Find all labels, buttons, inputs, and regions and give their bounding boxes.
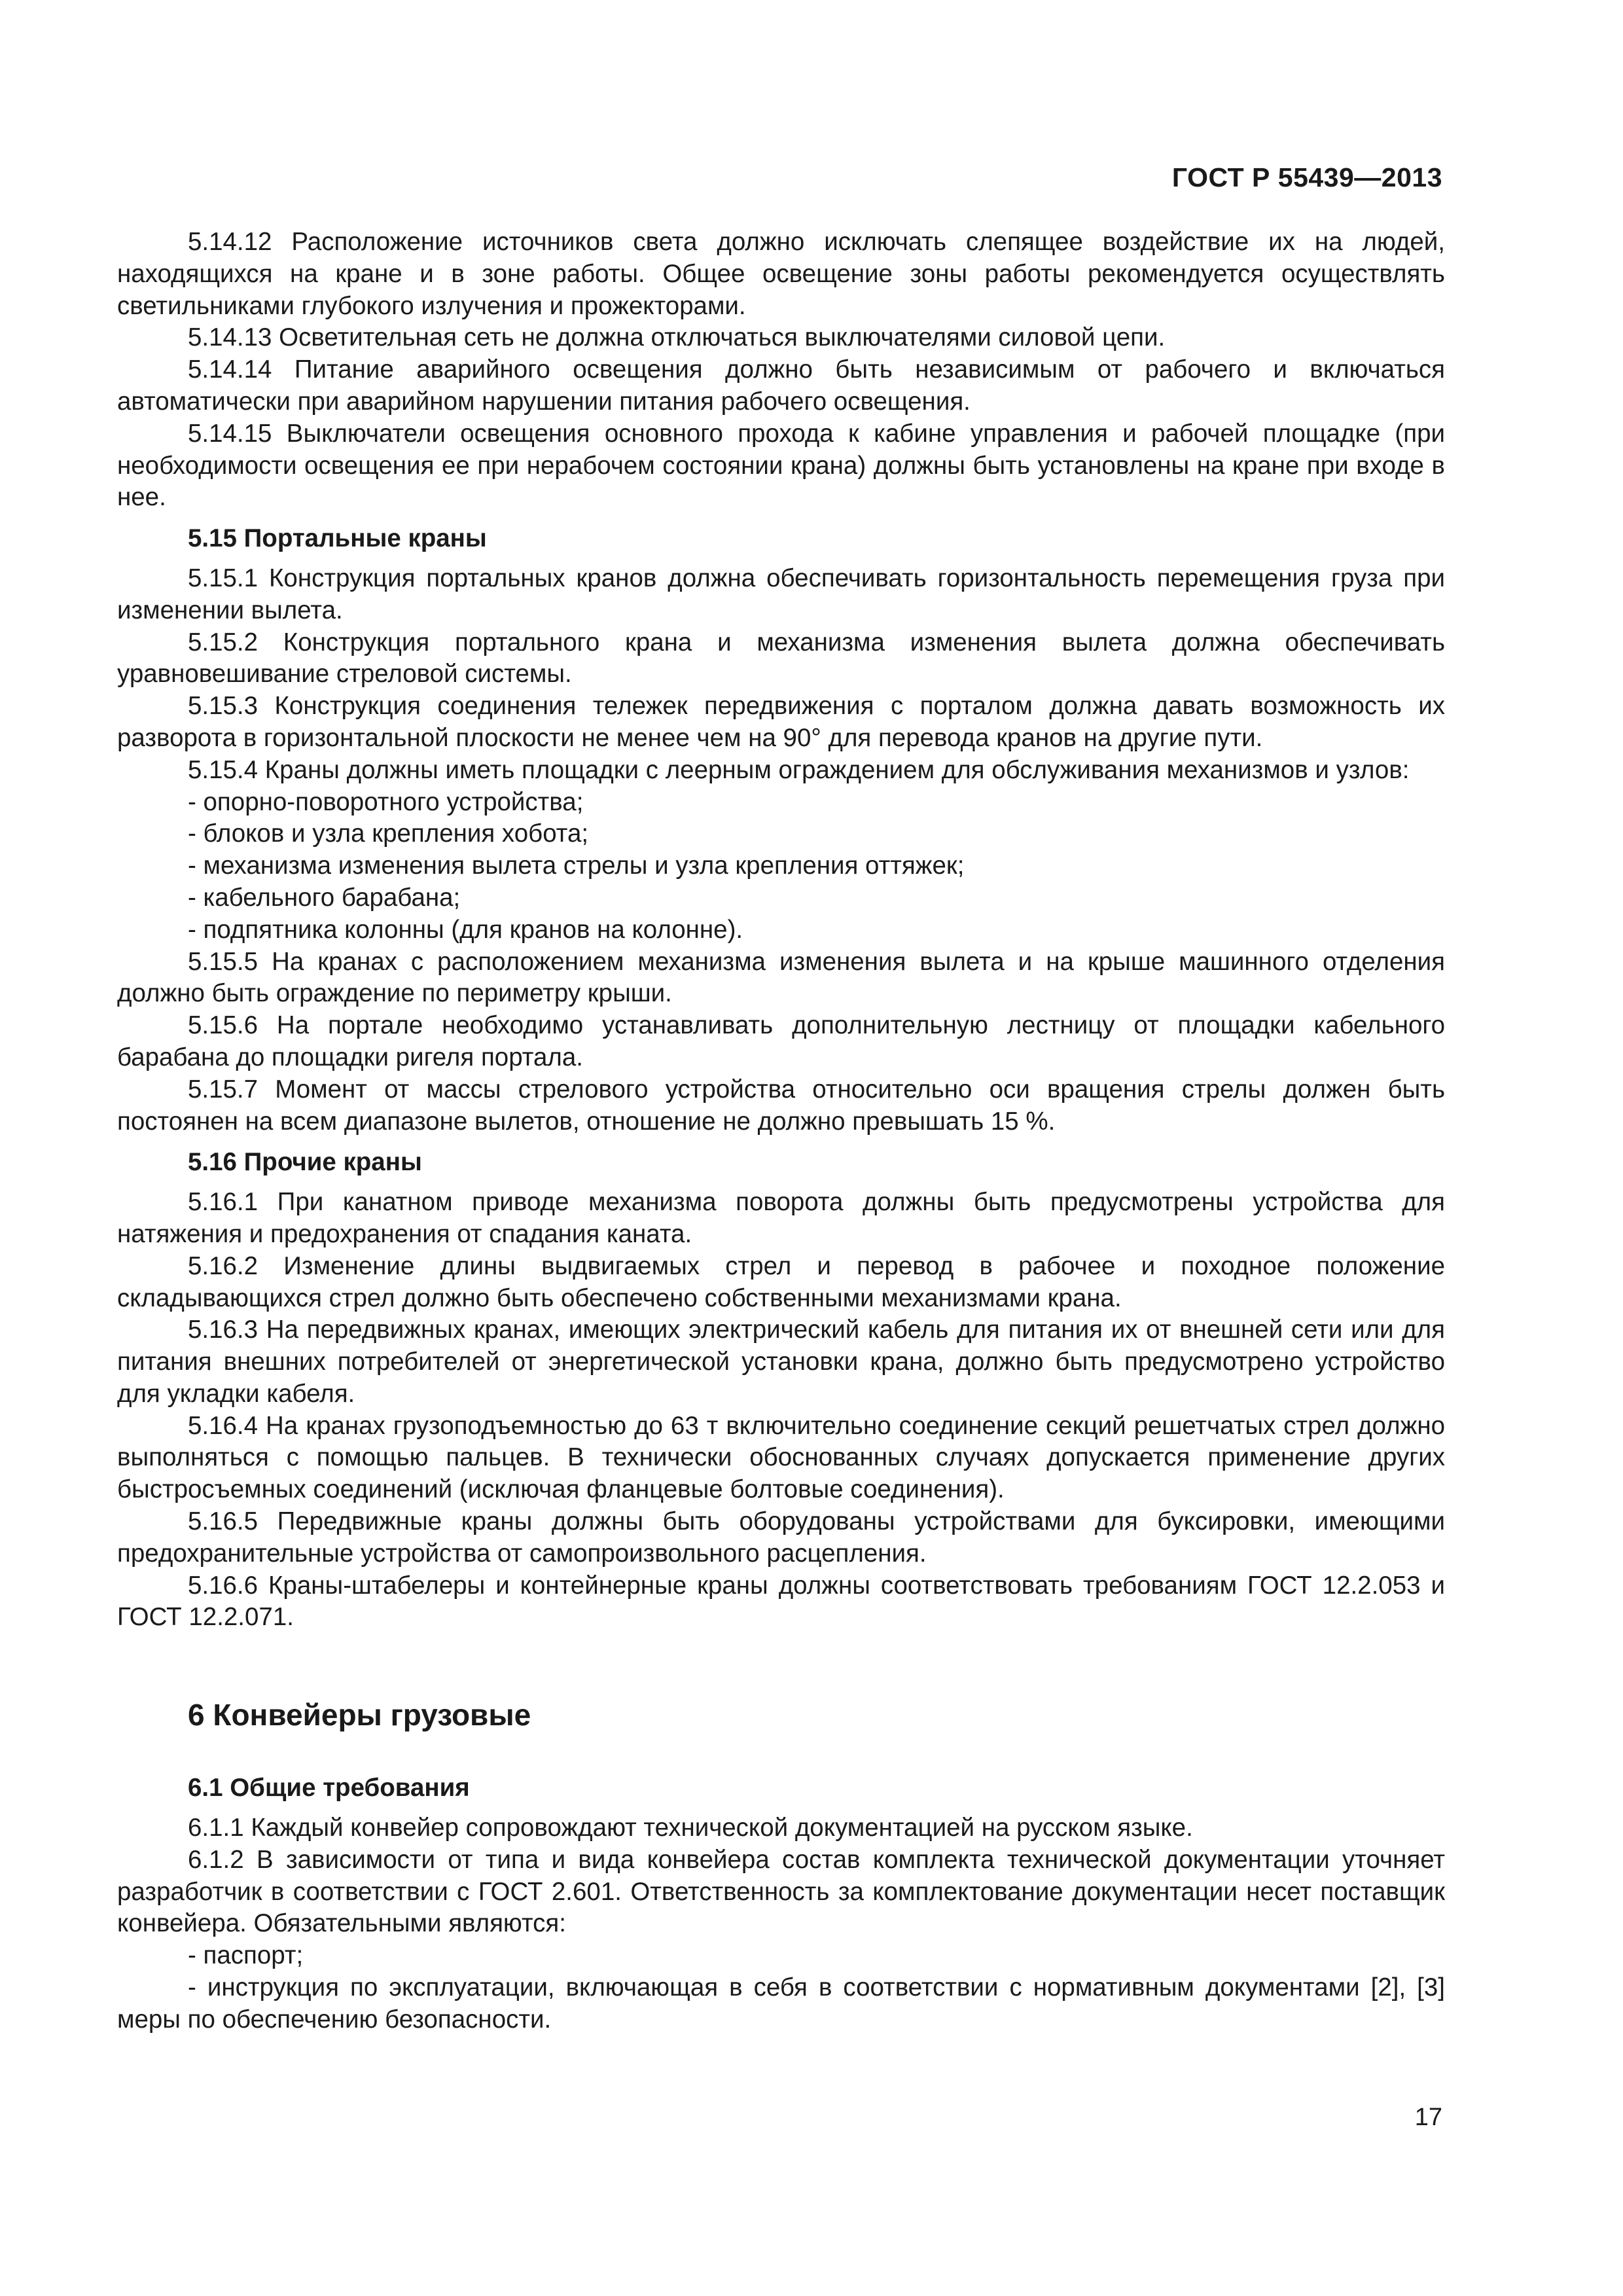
paragraph-5-16-4: 5.16.4 На кранах грузоподъемностью до 63 т включительно соединение секций решетчатых стрел должно выполняться с помощью пальцев. В технически обоснованных случаях допускается применение других быстросъемных соединений (исключая фланцевые болтовые соединения). <box>117 1411 1445 1504</box>
list-item: - инструкция по эксплуатации, включающая в себя в соответствии с нормативным документами [2], [3] меры по обеспечению безопасности. <box>117 1973 1445 2034</box>
paragraph-6-1-2: 6.1.2 В зависимости от типа и вида конвейера состав комплекта технической документации уточняет разработчик в соответствии с ГОСТ 2.601. Ответственность за комплектование документации несет поставщик конвейера. Обязательными являются: <box>117 1845 1445 1938</box>
paragraph-5-16-5: 5.16.5 Передвижные краны должны быть оборудованы устройствами для буксировки, имеющими предохранительные устройства от самопроизвольного расцепления. <box>117 1507 1445 1568</box>
paragraph-5-14-13: 5.14.13 Осветительная сеть не должна отключаться выключателями силовой цепи. <box>188 323 1166 352</box>
list-item: - паспорт; <box>188 1941 304 1970</box>
paragraph-5-15-3: 5.15.3 Конструкция соединения тележек передвижения с порталом должна давать возможность их разворота в горизонтальной плоскости не менее чем на 90° для перевода кранов на другие пути. <box>117 692 1445 752</box>
list-item: - механизма изменения вылета стрелы и узла крепления оттяжек; <box>188 852 965 880</box>
document-id: ГОСТ Р 55439—2013 <box>1171 162 1442 192</box>
paragraph-5-14-14: 5.14.14 Питание аварийного освещения должно быть независимым от рабочего и включаться автоматически при аварийном нарушении питания рабочего освещения. <box>117 355 1445 416</box>
paragraph-5-15-5: 5.15.5 На кранах с расположением механизма изменения вылета и на крыше машинного отделения должно быть ограждение по периметру крыши. <box>117 947 1445 1008</box>
subsection-heading-6-1: 6.1 Общие требования <box>188 1774 470 1803</box>
document-body <box>117 226 1445 2036</box>
list-item: - кабельного барабана; <box>188 883 461 912</box>
subsection-heading-5-15: 5.15 Портальные краны <box>188 524 487 553</box>
paragraph-5-14-12: 5.14.12 Расположение источников света должно исключать слепящее воздействие их на людей, находящихся на кране и в зоне работы. Общее освещение зоны работы рекомендуется осуществлять светильниками глубокого излучения и прожекторами. <box>117 228 1445 320</box>
list-item: - опорно-поворотного устройства; <box>188 787 584 816</box>
paragraph-5-16-2: 5.16.2 Изменение длины выдвигаемых стрел и перевод в рабочее и походное положение складывающихся стрел должно быть обеспечено собственными механизмами крана. <box>117 1251 1445 1312</box>
paragraph-5-15-2: 5.15.2 Конструкция портального крана и механизма изменения вылета должна обеспечивать уравновешивание стреловой системы. <box>117 628 1445 689</box>
list-item: - подпятника колонны (для кранов на колонне). <box>188 915 743 944</box>
page-number: 17 <box>1414 2104 1442 2131</box>
paragraph-5-16-6: 5.16.6 Краны-штабелеры и контейнерные краны должны соответствовать требованиям ГОСТ 12.2.053 и ГОСТ 12.2.071. <box>117 1571 1445 1632</box>
list-item: - блоков и узла крепления хобота; <box>188 819 589 848</box>
paragraph-5-16-3: 5.16.3 На передвижных кранах, имеющих электрический кабель для питания их от внешней сети или для питания внешних потребителей от энергетической установки крана, должно быть предусмотрено устройство для укладки кабеля. <box>117 1316 1445 1408</box>
paragraph-5-15-6: 5.15.6 На портале необходимо устанавливать дополнительную лестницу от площадки кабельного барабана до площадки ригеля портала. <box>117 1011 1445 1071</box>
paragraph-6-1-1: 6.1.1 Каждый конвейер сопровождают технической документацией на русском языке. <box>188 1814 1193 1842</box>
paragraph-5-15-7: 5.15.7 Момент от массы стрелового устройства относительно оси вращения стрелы должен быть постоянен на всем диапазоне вылетов, отношение не должно превышать 15 %. <box>117 1075 1445 1136</box>
section-heading-6: 6 Конвейеры грузовые <box>188 1698 531 1732</box>
paragraph-5-15-1: 5.15.1 Конструкция портальных кранов должна обеспечивать горизонтальность перемещения груза при изменении вылета. <box>117 564 1445 624</box>
paragraph-5-14-15: 5.14.15 Выключатели освещения основного прохода к кабине управления и рабочей площадке (при необходимости освещения ее при нерабочем состоянии крана) должны быть установлены на кране при входе в нее. <box>117 419 1445 512</box>
paragraph-5-15-4: 5.15.4 Краны должны иметь площадки с леерным ограждением для обслуживания механизмов и узлов: <box>188 755 1410 784</box>
paragraph-5-16-1: 5.16.1 При канатном приводе механизма поворота должны быть предусмотрены устройства для натяжения и предохранения от спадания каната. <box>117 1188 1445 1248</box>
subsection-heading-5-16: 5.16 Прочие краны <box>188 1148 422 1177</box>
